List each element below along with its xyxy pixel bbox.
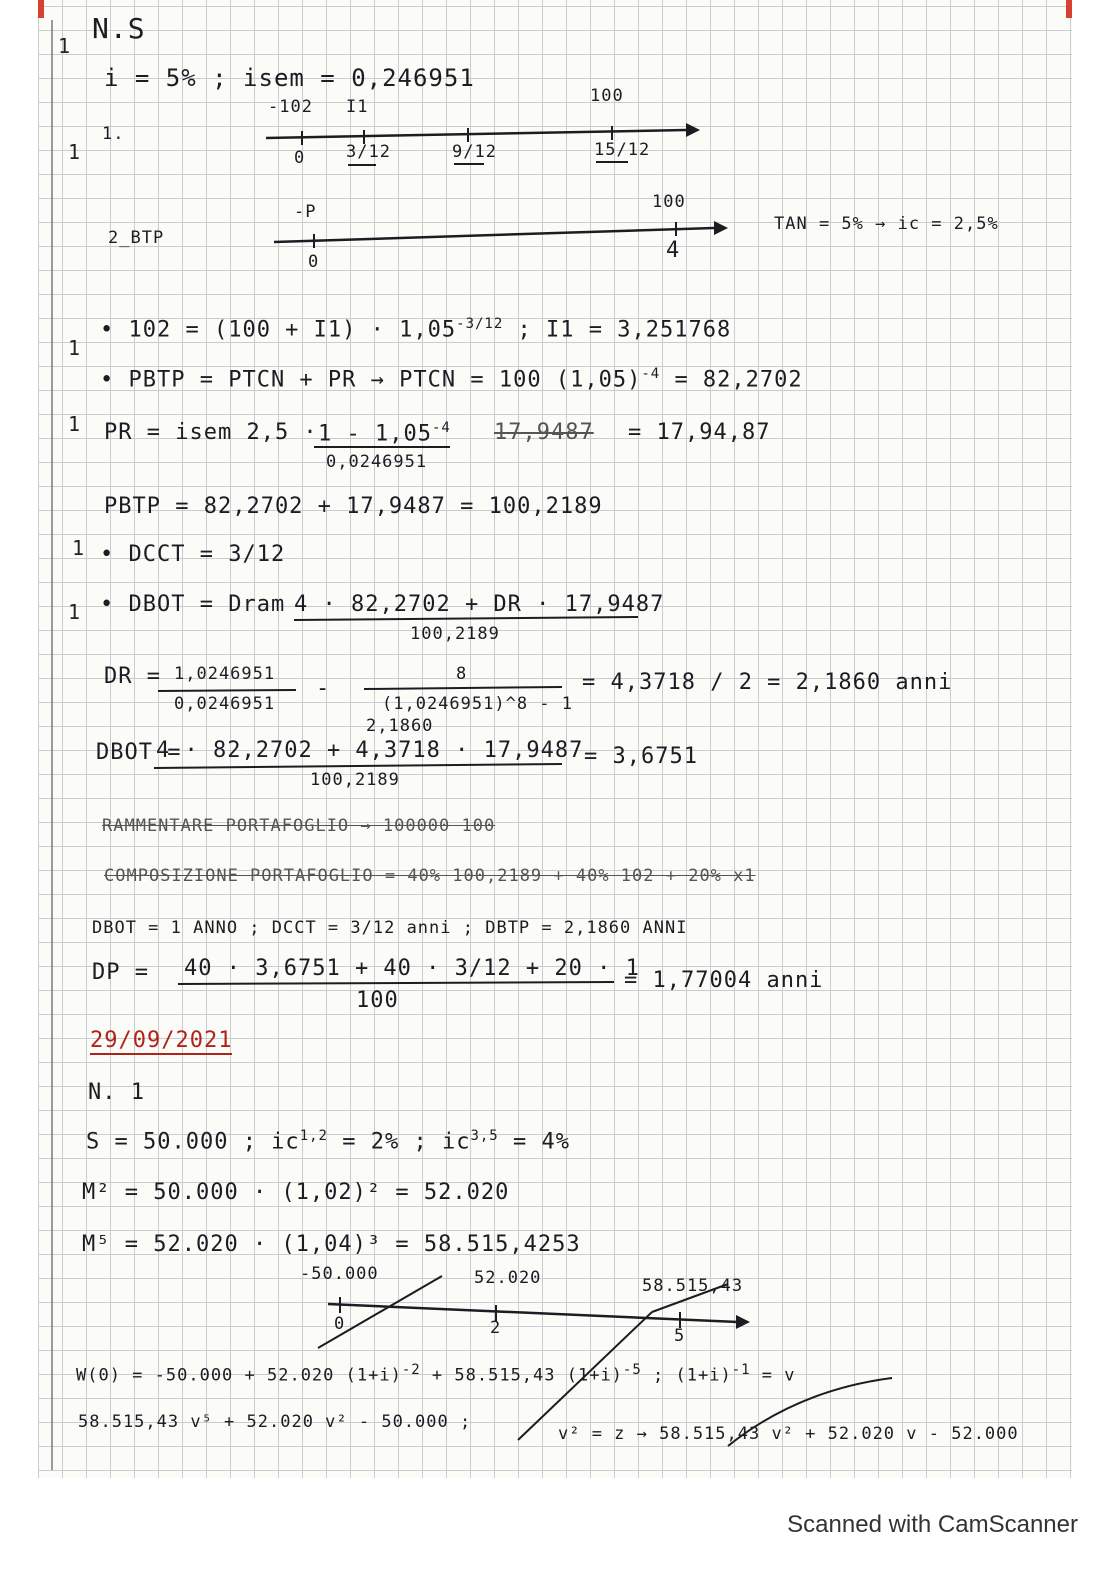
duration-summary: DBOT = 1 ANNO ; DCCT = 3/12 anni ; DBTP = 2,1860 ANNI [92, 918, 688, 938]
margin-mark: 1 [68, 140, 81, 164]
equation-dbot-left: • DBOT = Dram [100, 592, 286, 617]
equation-dbot-numerator: 4 · 82,2702 + DR · 17,9487 [294, 592, 665, 617]
fraction-bar [178, 982, 614, 984]
equation-dp-result: = 1,77004 anni [624, 968, 824, 993]
margin-mark: 1 [68, 600, 81, 624]
notebook-page [38, 0, 1072, 1478]
equation-dcct: • DCCT = 3/12 [100, 542, 286, 567]
equation-dr-note: 2,1860 [366, 716, 434, 736]
page-title: N.S [92, 12, 146, 45]
timeline-1-tick: 3/12 [346, 142, 391, 162]
equation-dr-num1: 1,0246951 [174, 664, 276, 684]
equation-dbot2-result: = 3,6751 [584, 744, 698, 769]
scanner-watermark: Scanned with CamScanner [787, 1511, 1078, 1538]
equation-dp-numerator: 40 · 3,6751 + 40 · 3/12 + 20 · 1 [184, 956, 640, 981]
equation-pbtp-total: PBTP = 82,2702 + 17,9487 = 100,2189 [104, 494, 603, 519]
equation-m2: M² = 50.000 · (1,02)² = 52.020 [82, 1180, 510, 1205]
timeline-3-tick: 0 [334, 1314, 346, 1334]
struck-line: RAMMENTARE PORTAFOGLIO → 100000 100 [102, 816, 496, 836]
equation-coupon: • $102 = (100 + I1) \cdot 1,05^{-3/12}$ ; I1 = 3,251768 [100, 316, 732, 343]
exercise-number: N. 1 [88, 1080, 145, 1105]
equation-dbot2-numerator: 4 · 82,2702 + 4,3718 · 17,9487 [156, 738, 584, 763]
timeline-1-value: I1 [346, 97, 369, 117]
equation-price-btp: • PBTP = PTCN + PR → PTCN = 100 $(1,05)^{-4} = 82,2702$ [100, 366, 803, 393]
timeline-2 [274, 221, 728, 248]
margin-mark: 1 [58, 34, 71, 58]
timeline-1-tick: 0 [294, 148, 306, 168]
equation-dp-denominator: 100 [356, 988, 399, 1013]
timeline-3-value: 52.020 [474, 1268, 542, 1288]
timeline-3-value: -50.000 [300, 1264, 379, 1284]
equation-dr-den1: 0,0246951 [174, 694, 276, 714]
timeline-3-value: 58.515,43 [642, 1276, 744, 1296]
equation-substitution: v² = z → 58.515,43 v² + 52.020 v - 52.000 [558, 1424, 1019, 1444]
timeline-1-tick: 15/12 [594, 140, 651, 160]
timeline-2-value: 100 [652, 192, 686, 212]
equation-dbot2-denominator: 100,2189 [310, 770, 400, 790]
fraction-bar [154, 764, 562, 768]
equation-s: S = 50.000 ; ic$^{1,2}$ = 2% ; ic$^{3,5}$ = 4% [86, 1128, 570, 1155]
equation-pr-result: = 17,94,87 [628, 420, 771, 445]
timeline-1-value: 100 [590, 86, 624, 106]
fraction-bar [364, 687, 562, 689]
timeline-3-tick: 5 [674, 1326, 686, 1346]
timeline-3-tick: 2 [490, 1318, 502, 1338]
timeline-1-label: 1. [102, 124, 125, 144]
minus-sign: - [316, 676, 331, 701]
rate-note: TAN = 5% → ic = 2,5% [774, 214, 999, 234]
equation-pr-left: PR = isem 2,5 · [104, 420, 318, 445]
equation-w0: W(0) = -50.000 + 52.020 $(1+i)^{-2} + 58.515,43$ $(1+i)^{-5}$ ; $(1+i)^{-1} = v$ [76, 1362, 796, 1386]
equation-dp-left: DP = [92, 960, 149, 985]
timeline-2-value: -P [294, 202, 317, 222]
struck-line: COMPOSIZIONE PORTAFOGLIO = 40% 100,2189 + 40% 102 + 20% x1 [104, 866, 756, 886]
timeline-2-tick: 0 [308, 252, 320, 272]
timeline-2-tick: 4 [666, 238, 681, 263]
timeline-1-value: -102 [268, 97, 313, 117]
margin-mark: 1 [68, 336, 81, 360]
margin-mark: 1 [72, 536, 85, 560]
equation-pr-denominator: 0,0246951 [326, 452, 428, 472]
given-values: i = 5% ; isem = 0,246951 [104, 64, 475, 92]
equation-dr-result: = 4,3718 / 2 = 2,1860 anni [582, 670, 953, 695]
timeline-2-label: 2_BTP [108, 228, 165, 248]
fraction-bar [294, 617, 638, 620]
equation-pr-numerator: $1 - 1,05^{-4}$ [318, 420, 451, 447]
equation-m5: M⁵ = 52.020 · (1,04)³ = 58.515,4253 [82, 1232, 581, 1257]
timeline-1-tick: 9/12 [452, 142, 497, 162]
equation-dr-den2: (1,0246951)^8 - 1 [382, 694, 573, 714]
equation-dbot2-left: DBOT = [96, 740, 182, 765]
equation-dr-num2: 8 [456, 664, 468, 684]
equation-dr-left: DR = [104, 664, 161, 689]
margin-mark: 1 [68, 412, 81, 436]
equation-dbot-denominator: 100,2189 [410, 624, 500, 644]
struck-value: 17,9487 [494, 420, 594, 445]
equation-polynomial: 58.515,43 v⁵ + 52.020 v² - 50.000 ; [78, 1412, 472, 1432]
fraction-bar [158, 690, 296, 691]
date-heading: 29/09/2021 [90, 1028, 233, 1053]
